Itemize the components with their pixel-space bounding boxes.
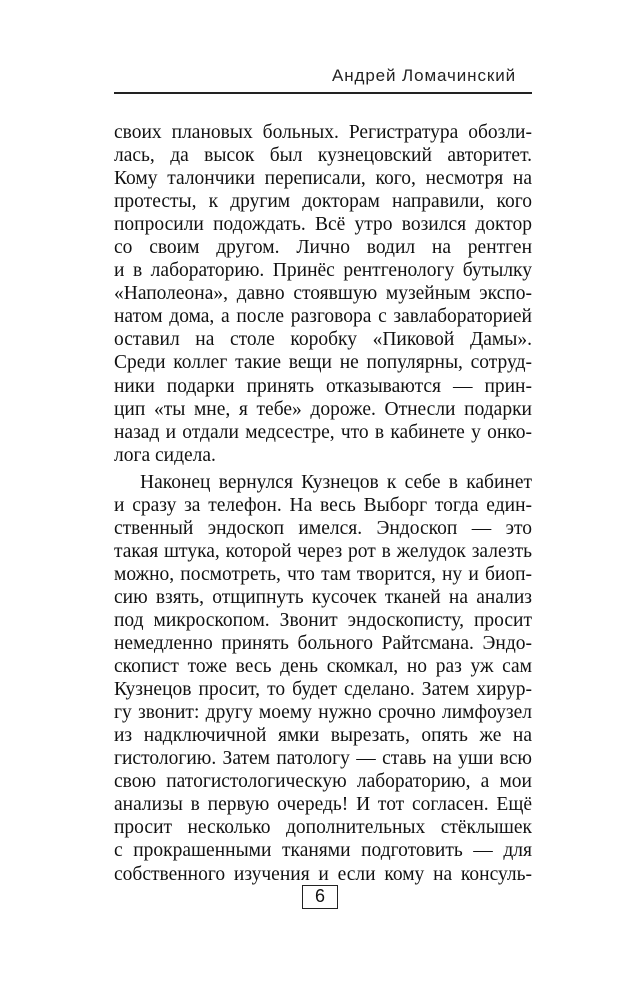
- body-text: [114, 121, 532, 886]
- text-line: Кому талончики переписали, кого, несмотря на: [114, 168, 532, 190]
- text-line: оставил на столе коробку «Пиковой Дамы».: [114, 329, 532, 351]
- text-line: гистологию. Затем патологу — ставь на уши всю: [114, 748, 532, 770]
- text-line: немедленно принять больного Райтсмана. Эндо-: [114, 633, 532, 655]
- paragraph-2: [114, 471, 532, 886]
- text-line: с прокрашенными тканями подготовить — для: [114, 840, 532, 862]
- text-line: из надключичной ямки вырезать, опять же на: [114, 725, 532, 747]
- text-line: протесты, к другим докторам направили, кого: [114, 191, 532, 213]
- text-line: ственный эндоскоп имелся. Эндоскоп — это: [114, 517, 532, 539]
- text-line: со своим другом. Лично водил на рентген: [114, 237, 532, 259]
- text-line: попросили подождать. Всё утро возился доктор: [114, 214, 532, 236]
- text-line: собственного изучения и если кому на консуль-: [114, 863, 532, 885]
- text-line: скопист тоже весь день скомкал, но раз уж сам: [114, 656, 532, 678]
- text-line: назад и отдали медсестре, что в кабинете у онко-: [114, 421, 532, 443]
- text-line: ники подарки принять отказываются — прин-: [114, 375, 532, 397]
- text-line: анализы в первую очередь! И тот согласен. Ещё: [114, 794, 532, 816]
- text-line: Среди коллег такие вещи не популярны, сотруд-: [114, 352, 532, 374]
- text-line: такая штука, которой через рот в желудок залезть: [114, 540, 532, 562]
- text-line: цип «ты мне, я тебе» дороже. Отнесли подарки: [114, 398, 532, 420]
- header-rule: [114, 92, 532, 94]
- text-line: своих плановых больных. Регистратура обозли-: [114, 122, 532, 143]
- text-line: под микроскопом. Звонит эндоскописту, просит: [114, 609, 532, 631]
- text-line: просит несколько дополнительных стёклышек: [114, 817, 532, 839]
- paragraph-1: [114, 121, 532, 467]
- text-line: свою патогистологическую лабораторию, а мои: [114, 771, 532, 793]
- running-head-author: Андрей Ломачинский: [331, 66, 516, 85]
- page-number: 6: [302, 885, 338, 909]
- text-line: «Наполеона», давно стоявшую музейным экспо-: [114, 283, 532, 305]
- text-line: лога сидела.: [114, 444, 216, 466]
- text-line: Кузнецов просит, то будет сделано. Затем хирур-: [114, 679, 532, 701]
- text-line: можно, посмотреть, что там творится, ну и биоп-: [114, 563, 532, 585]
- text-line: и сразу за телефон. На весь Выборг тогда един-: [114, 494, 532, 516]
- text-line: и в лабораторию. Принёс рентгенологу бутылку: [114, 260, 532, 282]
- text-line: лась, да высок был кузнецовский авторитет.: [114, 145, 532, 167]
- text-line: гу звонит: другу моему нужно срочно лимфоузел: [114, 702, 532, 724]
- text-line: натом дома, а после разговора с завлабораторией: [114, 306, 532, 328]
- text-line: сию взять, отщипнуть кусочек тканей на анализ: [114, 586, 532, 608]
- text-line: Наконец вернулся Кузнецов к себе в кабинет: [140, 471, 532, 493]
